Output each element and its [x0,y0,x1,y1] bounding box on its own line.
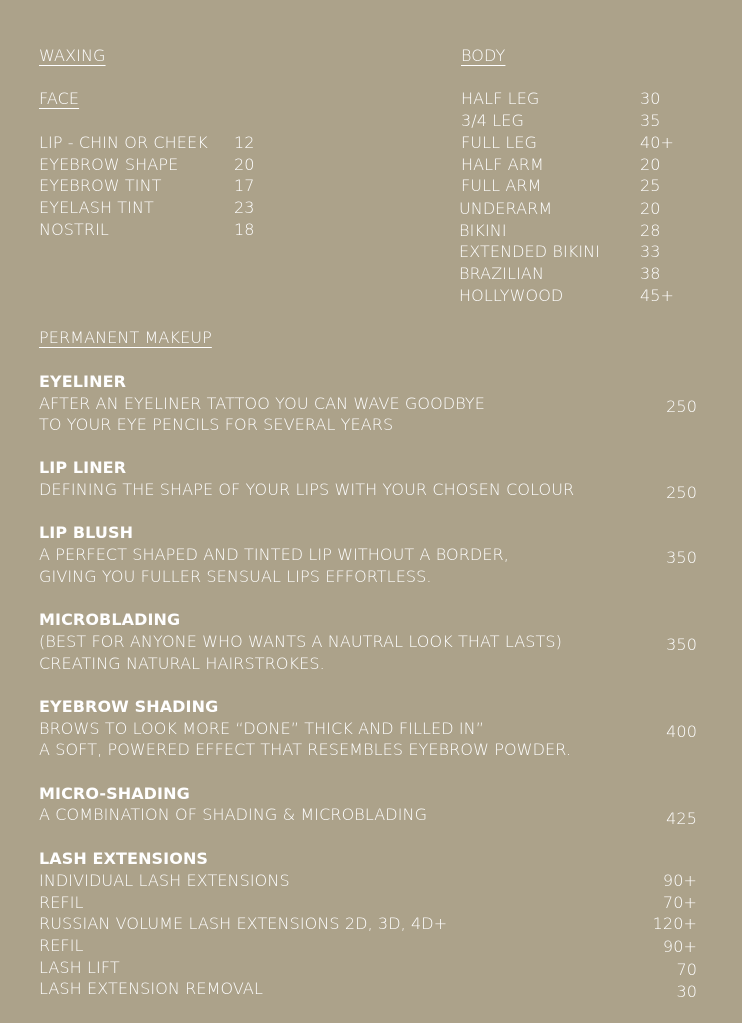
lash-item-price: 90+ [662,937,697,956]
service-price: 250 [666,483,697,502]
face-item-price: 20 [234,155,255,174]
face-item-name: EYELASH TINT [39,198,154,217]
service-description: AFTER AN EYELINER TATTOO YOU CAN WAVE GOODBYE [39,394,485,413]
body-item-price: 20 [640,155,661,174]
service-description: DEFINING THE SHAPE OF YOUR LIPS WITH YOUR CHOSEN COLOUR [39,480,575,499]
lash-item-price: 90+ [662,871,697,890]
service-title: MICROBLADING [39,610,181,629]
face-heading: FACE [39,89,80,108]
service-title: LIP LINER [39,458,127,477]
body-item-name: FULL LEG [461,133,538,152]
face-item-name: NOSTRIL [39,220,109,239]
body-item-name: BIKINI [459,221,507,240]
service-price: 350 [666,635,697,654]
lash-item-price: 120+ [652,914,697,933]
service-price: 350 [666,548,697,567]
permanent-makeup-heading: PERMANENT MAKEUP [39,328,212,347]
body-item-price: 30 [640,89,661,108]
service-title: EYEBROW SHADING [39,697,219,716]
body-item-price: 45+ [640,286,675,305]
service-description: GIVING YOU FULLER SENSUAL LIPS EFFORTLESS. [39,567,432,586]
service-description: CREATING NATURAL HAIRSTROKES. [39,654,325,673]
body-item-price: 35 [640,111,661,130]
lash-item-name: RUSSIAN VOLUME LASH EXTENSIONS 2D, 3D, 4D+ [39,914,448,933]
lash-item-price: 30 [676,982,697,1001]
service-description: BROWS TO LOOK MORE “DONE” THICK AND FILLED IN” [39,719,485,738]
service-price: 425 [666,809,697,828]
body-item-name: BRAZILIAN [459,264,545,283]
service-description: TO YOUR EYE PENCILS FOR SEVERAL YEARS [39,415,394,434]
face-item-price: 17 [234,176,255,195]
body-item-price: 20 [640,199,661,218]
service-title: LIP BLUSH [39,523,134,542]
body-item-price: 38 [640,264,661,283]
body-item-name: FULL ARM [461,176,542,195]
waxing-heading: WAXING [39,46,106,65]
body-item-price: 28 [640,221,661,240]
body-item-name: 3/4 LEG [461,111,524,130]
body-item-name: UNDERARM [459,199,553,218]
lash-item-name: REFIL [39,893,84,912]
lash-item-name: LASH EXTENSION REMOVAL [39,979,263,998]
body-item-name: HALF ARM [461,155,544,174]
service-description: A SOFT, POWERED EFFECT THAT RESEMBLES EYEBROW POWDER. [39,740,572,759]
service-price: 400 [666,722,697,741]
service-description: A COMBINATION OF SHADING & MICROBLADING [39,805,428,824]
body-item-name: HALF LEG [461,89,540,108]
body-heading: BODY [461,46,506,65]
body-item-price: 40+ [640,133,675,152]
service-title: MICRO-SHADING [39,784,190,803]
lash-item-name: REFIL [39,936,84,955]
service-description: (BEST FOR ANYONE WHO WANTS A NAUTRAL LOOK THAT LASTS) [39,632,562,651]
service-price: 250 [666,397,697,416]
service-title: EYELINER [39,372,127,391]
face-item-name: EYEBROW SHAPE [39,155,179,174]
lash-item-name: INDIVIDUAL LASH EXTENSIONS [39,871,290,890]
lash-item-price: 70 [676,960,697,979]
face-item-price: 18 [234,220,255,239]
lash-item-name: LASH LIFT [39,958,120,977]
body-item-name: EXTENDED BIKINI [459,242,601,261]
body-item-name: HOLLYWOOD [459,286,564,305]
lash-item-price: 70+ [662,893,697,912]
face-item-name: EYEBROW TINT [39,176,162,195]
lash-extensions-heading: LASH EXTENSIONS [39,849,209,868]
body-item-price: 25 [640,176,661,195]
face-item-price: 12 [234,133,255,152]
body-item-price: 33 [640,242,661,261]
face-item-name: LIP - CHIN OR CHEEK [39,133,208,152]
service-description: A PERFECT SHAPED AND TINTED LIP WITHOUT A BORDER, [39,545,509,564]
face-item-price: 23 [234,198,255,217]
